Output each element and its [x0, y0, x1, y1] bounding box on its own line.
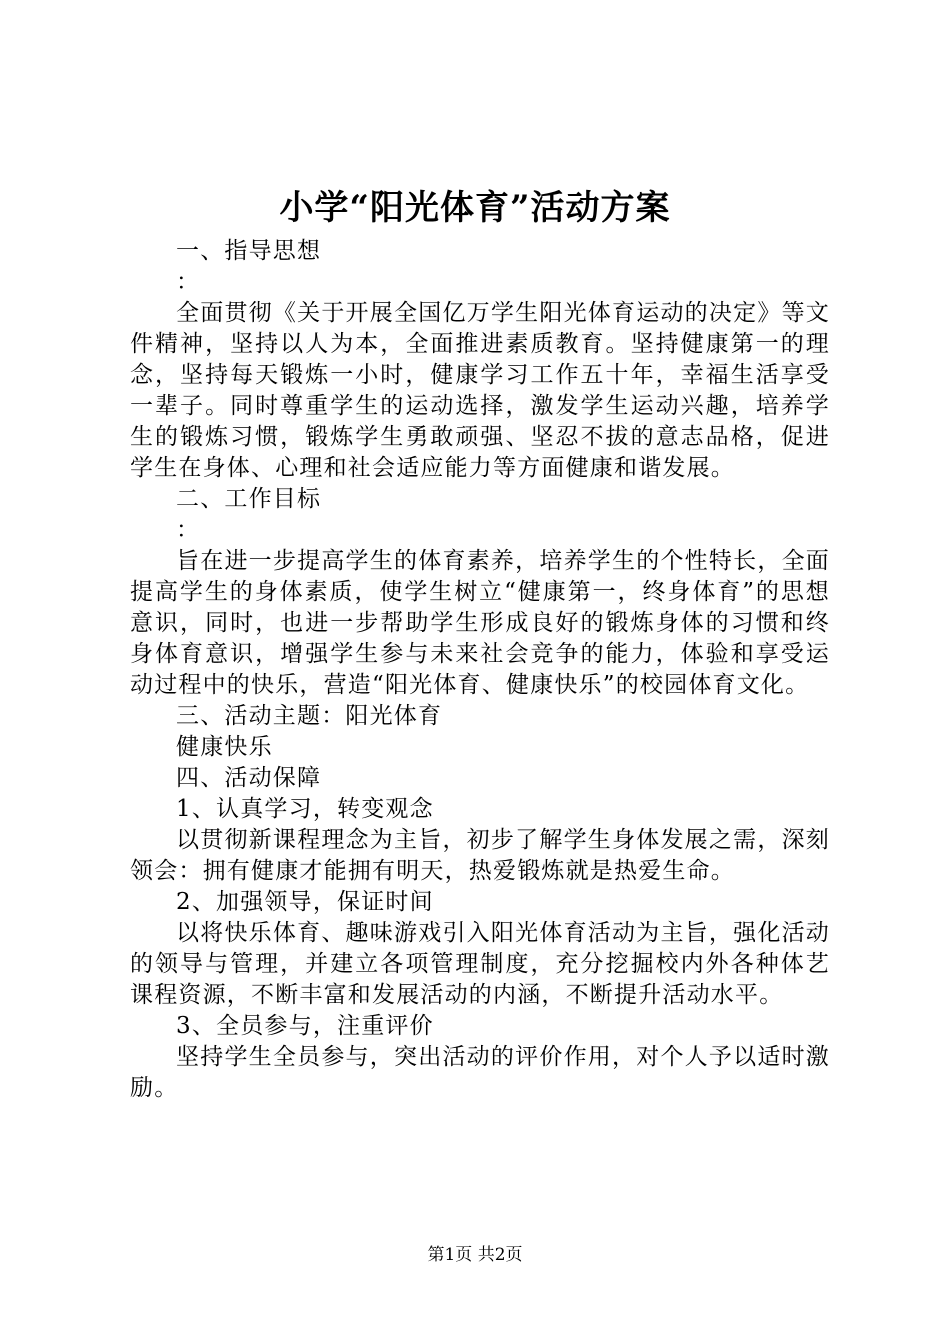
subsection-heading: 3、全员参与，注重评价 — [176, 1013, 434, 1039]
paragraph: 旨在进一步提高学生的体育素养，培养学生的个性特长，全面提高学生的身体素质，使学生树立“健康第一，终身体育”的思想意识，同时，也进一步帮助学生形成良好的锻炼身体的习惯和终身体育意识，增强学生参与未来社会竞争的能力，体验和享受运动过程中的快乐，营造“阳光体育、健康快乐”的校园体育文化。 — [130, 548, 830, 698]
paragraph: 以将快乐体育、趣味游戏引入阳光体育活动为主旨，强化活动的领导与管理，并建立各项管理制度，充分挖掘校内外各种体艺课程资源，不断丰富和发展活动的内涵，不断提升活动水平。 — [130, 920, 830, 1008]
document-body — [130, 236, 830, 1104]
subsection-heading: 2、加强领导，保证时间 — [176, 889, 434, 915]
section-heading: 一、指导思想 — [176, 238, 322, 264]
section-heading: 二、工作目标 — [176, 486, 322, 512]
section-heading: 三、活动主题：阳光体育 — [176, 703, 443, 729]
paragraph: 以贯彻新课程理念为主旨，初步了解学生身体发展之需，深刻领会：拥有健康才能拥有明天，热爱锻炼就是热爱生命。 — [130, 827, 830, 884]
section-heading-continued: 健康快乐 — [176, 734, 273, 760]
section-heading: 四、活动保障 — [176, 765, 322, 791]
page-footer: 第1页 共2页 — [427, 1245, 523, 1265]
subsection-heading: 1、认真学习，转变观念 — [176, 796, 434, 822]
paragraph: 全面贯彻《关于开展全国亿万学生阳光体育运动的决定》等文件精神，坚持以人为本，全面推进素质教育。坚持健康第一的理念，坚持每天锻炼一小时，健康学习工作五十年，幸福生活享受一辈子。同时尊重学生的运动选择，激发学生运动兴趣，培养学生的锻炼习惯，锻炼学生勇敢顽强、坚忍不拔的意志品格，促进学生在身体、心理和社会适应能力等方面健康和谐发展。 — [130, 300, 830, 481]
paragraph: 坚持学生全员参与，突出活动的评价作用，对个人予以适时激励。 — [130, 1044, 830, 1101]
document-title: 小学“阳光体育”活动方案 — [279, 188, 671, 228]
heading-colon: ： — [176, 517, 201, 543]
heading-colon: ： — [176, 269, 201, 295]
